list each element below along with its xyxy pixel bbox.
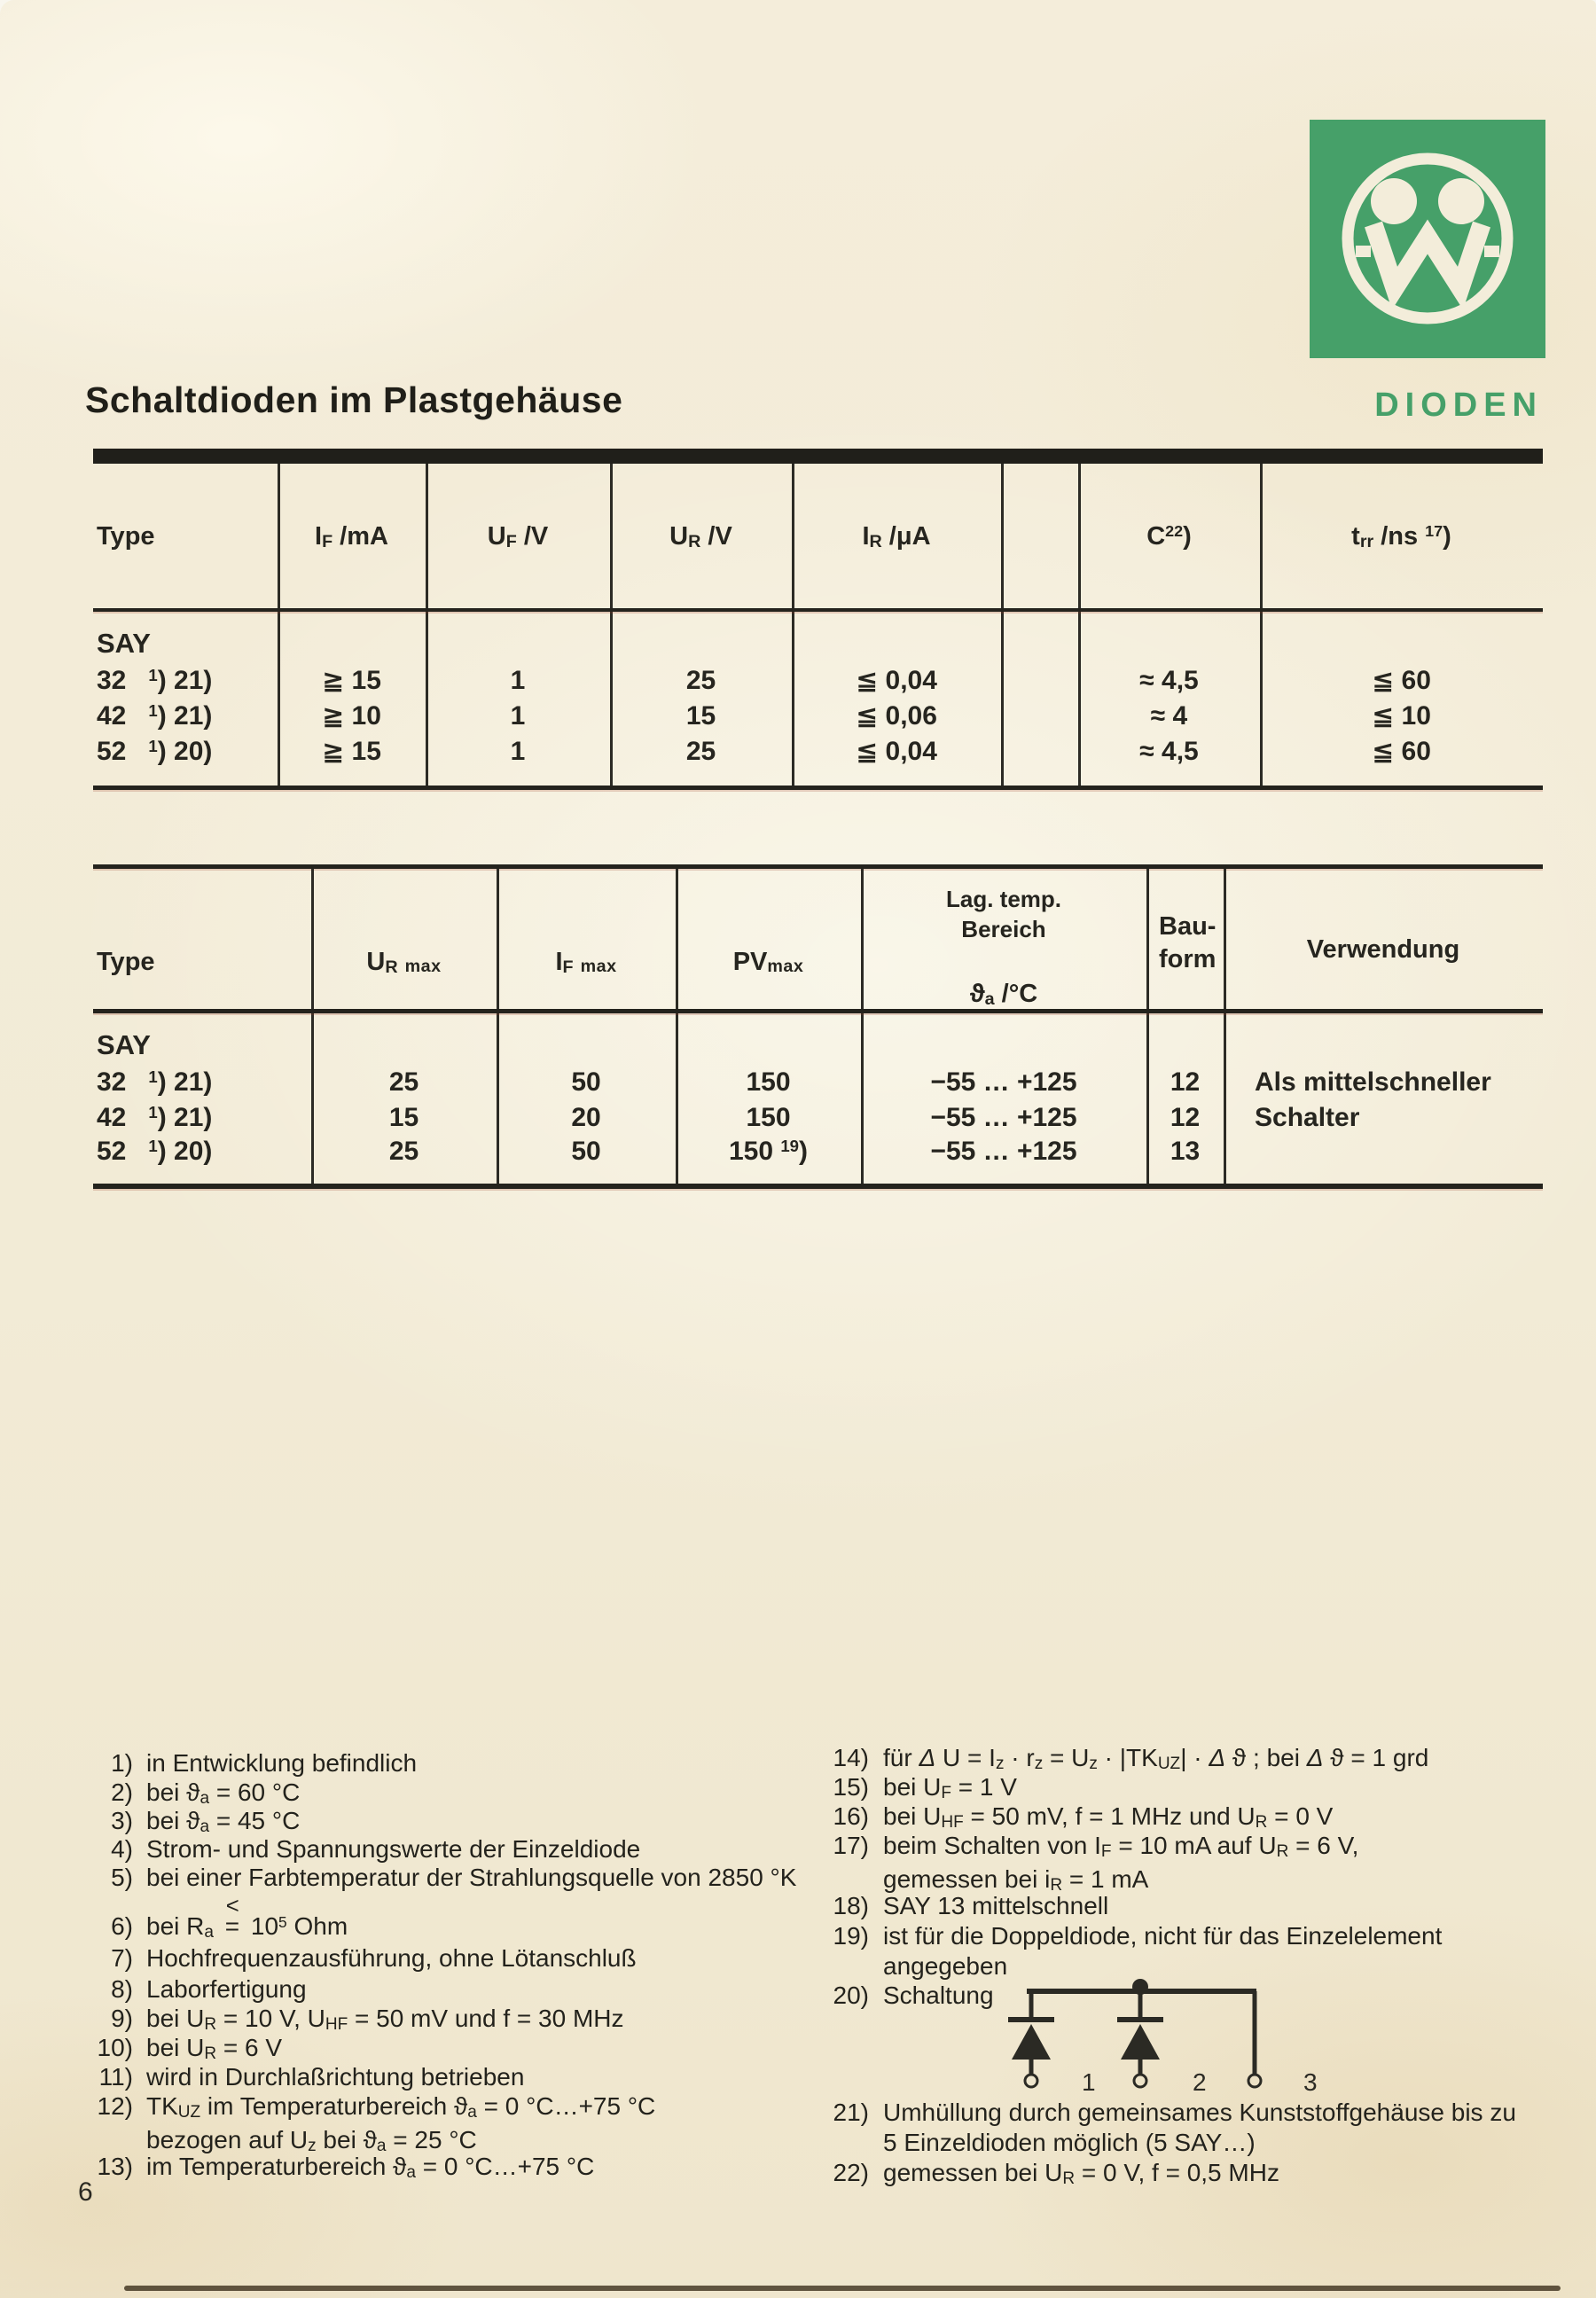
terminal-label-3: 3 [1303,2068,1318,2096]
cell: ≧ 10 [322,701,381,731]
cell: ≧ 15 [322,666,381,695]
col-header-uf: $U_F$ /V [487,522,549,552]
footnote-text: bei $U_{HF} = 50$ mV, f = 1 MHz und $U_R = 0$ V [883,1802,1334,1833]
footnote-text: Strom- und Spannungswerte der Einzeldiode [146,1835,641,1863]
cell: −55 … +125 [930,1137,1077,1166]
col-header-type: Type [97,948,155,976]
footnote-number: 17) [833,1832,869,1859]
cell: 15 [685,701,716,731]
type-label: 52 $^1$) 20) [97,737,213,766]
cell: 50 [571,1137,601,1166]
footnote-number: 16) [833,1802,869,1830]
footnote-text: gemessen bei $U_R = 0$ V, f = 0,5 MHz [883,2159,1279,2189]
table-limit-data [93,864,1543,1197]
column-divider [1001,464,1004,786]
terminal-label-2: 2 [1193,2068,1207,2096]
type-group-label: SAY [97,1029,151,1060]
footnote-11 [89,2062,524,2092]
cell: 25 [388,1067,419,1097]
footnote-17 [820,1831,1358,1898]
footnote-number: 10) [97,2034,133,2061]
type-label: 32 $^1$) 21) [97,1067,213,1097]
type-label: 52 $^1$) 20) [97,1137,213,1166]
footnote-12 [89,2091,655,2159]
footnote-number: 14) [833,1744,869,1771]
footnote-text: im Temperaturbereich $ϑ_a = 0$ °C…+75 °C [146,2153,595,2183]
footnote-number: 21) [833,2099,869,2126]
cell: 25 [685,737,716,766]
footnote-number: 19) [833,1922,869,1950]
footnote-number: 4) [111,1835,133,1863]
cell: 50 [571,1067,601,1097]
footnote-20 [820,1981,994,2011]
header-rule [93,608,1543,612]
footnote-number: 6) [111,1912,133,1940]
page-number: 6 [78,2177,93,2207]
table-electrical-data [93,449,1543,796]
footnote-text: wird in Durchlaßrichtung betrieben [146,2063,525,2091]
section-tab-dioden: DIODEN [1374,387,1543,424]
wf-logo-icon [1310,120,1545,358]
cell: 150 $^{19}$) [728,1137,809,1166]
col-header-bauform: Bau- form [1159,912,1217,973]
cell: 25 [388,1137,419,1166]
footnote-text: bei $U_F = 1$ V [883,1773,1017,1803]
col-header-urmax: $U_R$ max [366,948,442,978]
terminal-label-1: 1 [1082,2068,1096,2096]
footnote-number: 18) [833,1892,869,1919]
cell: 20 [571,1103,601,1132]
col-header-ir: $I_R$ /μA [862,522,931,552]
footnote-number: 5) [111,1864,133,1891]
footnote-1 [89,1748,417,1778]
footnote-text: bei $ϑ_a = 60$ °C [146,1778,301,1809]
footnote-text: bei $U_R = 6$ V [146,2034,283,2064]
footnote-number: 11) [98,2063,133,2091]
col-header-theta: $ϑ_a$ /°C [969,980,1038,1010]
cell: 1 [510,666,526,695]
footnote-text: für Δ $U = I_z \cdot r_z = U_z \cdot |TK_{UZ}| \cdot \Delta$ ϑ ; bei Δ ϑ = 1 grd [883,1744,1429,1774]
footnote-text: Schaltung [883,1981,994,2009]
footnote-text: bei einer Farbtemperatur der Strahlungsquelle von 2850 °K [146,1864,797,1891]
cell: −55 … +125 [930,1067,1077,1097]
cell: 12 [1170,1103,1201,1132]
cell: 25 [685,666,716,695]
footnote-number: 12) [97,2092,133,2120]
col-header-c: $C^{22}$) [1146,522,1192,551]
footnote-text: $TK_{UZ}$ im Temperaturbereich $ϑ_a = 0$ °C…+75 °C bezogen auf $U_z$ bei $ϑ_a = 25$ °C [146,2092,656,2156]
cell: 1 [510,701,526,731]
table-bottom-rule [93,786,1543,790]
cell: ≦ 0,06 [856,701,937,731]
cell: ≦ 0,04 [856,666,937,695]
diode-circuit-diagram [1000,1975,1328,2099]
cell: ≈ 4,5 [1139,666,1199,695]
footnote-13 [89,2152,594,2185]
cell: 12 [1170,1067,1201,1097]
footnote-text: SAY 13 mittelschnell [883,1892,1109,1919]
cell: ≦ 10 [1372,701,1431,731]
footnote-19 [820,1921,1442,1981]
footnote-number: 13) [97,2153,133,2180]
footnote-5 [89,1863,796,1893]
header-rule [93,1009,1543,1013]
footnote-number: 8) [111,1975,133,2003]
cell: 150 [746,1067,791,1097]
type-label: 42 $^1$) 21) [97,1103,213,1132]
col-header-lagtemp: Lag. temp. Bereich [945,886,1061,942]
footnote-text: in Entwicklung befindlich [146,1749,418,1777]
footnote-4 [89,1834,640,1864]
footnote-8 [89,1974,307,2005]
footnote-text: bei $ϑ_a = 45$ °C [146,1807,301,1837]
footnote-22 [820,2158,1279,2192]
footnote-number: 3) [111,1807,133,1834]
footnote-text: Laborfertigung [146,1975,307,2003]
table-top-bar [93,449,1543,464]
cell: 1 [510,737,526,766]
col-header-ur: $U_R$ /V [669,522,732,552]
cell: ≦ 0,04 [856,737,937,766]
cell: ≦ 60 [1372,737,1431,766]
usage-text: Als mittelschneller Schalter [1255,1067,1491,1132]
page-title: Schaltdioden im Plastgehäuse [85,379,623,420]
table-bottom-rule [93,1184,1543,1189]
cell: 13 [1170,1137,1201,1166]
col-header-type: Type [97,522,155,551]
type-label: 42 $^1$) 21) [97,701,213,731]
type-group-label: SAY [97,628,151,659]
cell: −55 … +125 [930,1103,1077,1132]
footnote-text: beim Schalten von $I_F = 10$ mA auf $U_R = 6$ V, gemessen bei $i_R = 1$ mA [883,1832,1359,1895]
footnote-text: ist für die Doppeldiode, nicht für das Einzelelement angegeben [883,1922,1443,1980]
footnote-number: 1) [111,1749,133,1777]
col-header-ifmax: $I_F$ max [555,948,617,978]
footnote-number: 22) [833,2159,869,2186]
footnote-text: bei $U_R = 10$ V, $U_{HF} = 50$ mV und f = 30 MHz [146,2005,624,2035]
footnote-7 [89,1943,637,1974]
footnote-21 [820,2098,1516,2158]
footnote-6 [89,1894,348,1945]
type-label: 32 $^1$) 21) [97,666,213,695]
footnote-number: 7) [111,1944,133,1972]
col-header-if: $I_F$ /mA [315,522,388,552]
cell: ≈ 4,5 [1139,737,1199,766]
footnote-number: 9) [111,2005,133,2032]
col-header-trr: $t_{rr}$ /ns $^{17}$) [1351,522,1451,552]
footnote-text: Hochfrequenzausführung, ohne Lötanschluß [146,1944,637,1972]
page-edge-shadow [124,2286,1561,2291]
col-header-pvmax: PVmax [732,948,804,977]
cell: 150 [746,1103,791,1132]
cell: ≧ 15 [322,737,381,766]
footnote-number: 20) [833,1981,869,2009]
footnote-text: bei $R_a$ < = $10^5$ Ohm [146,1894,348,1942]
cell: ≈ 4 [1150,701,1188,731]
cell: ≦ 60 [1372,666,1431,695]
footnote-number: 2) [111,1778,133,1806]
cell: 15 [388,1103,419,1132]
footnote-text: Umhüllung durch gemeinsames Kunststoffgehäuse bis zu 5 Einzeldioden möglich (5 SAY…) [883,2099,1516,2156]
footnote-number: 15) [833,1773,869,1801]
footnote-18 [820,1891,1108,1921]
col-header-verwendung: Verwendung [1306,935,1460,964]
